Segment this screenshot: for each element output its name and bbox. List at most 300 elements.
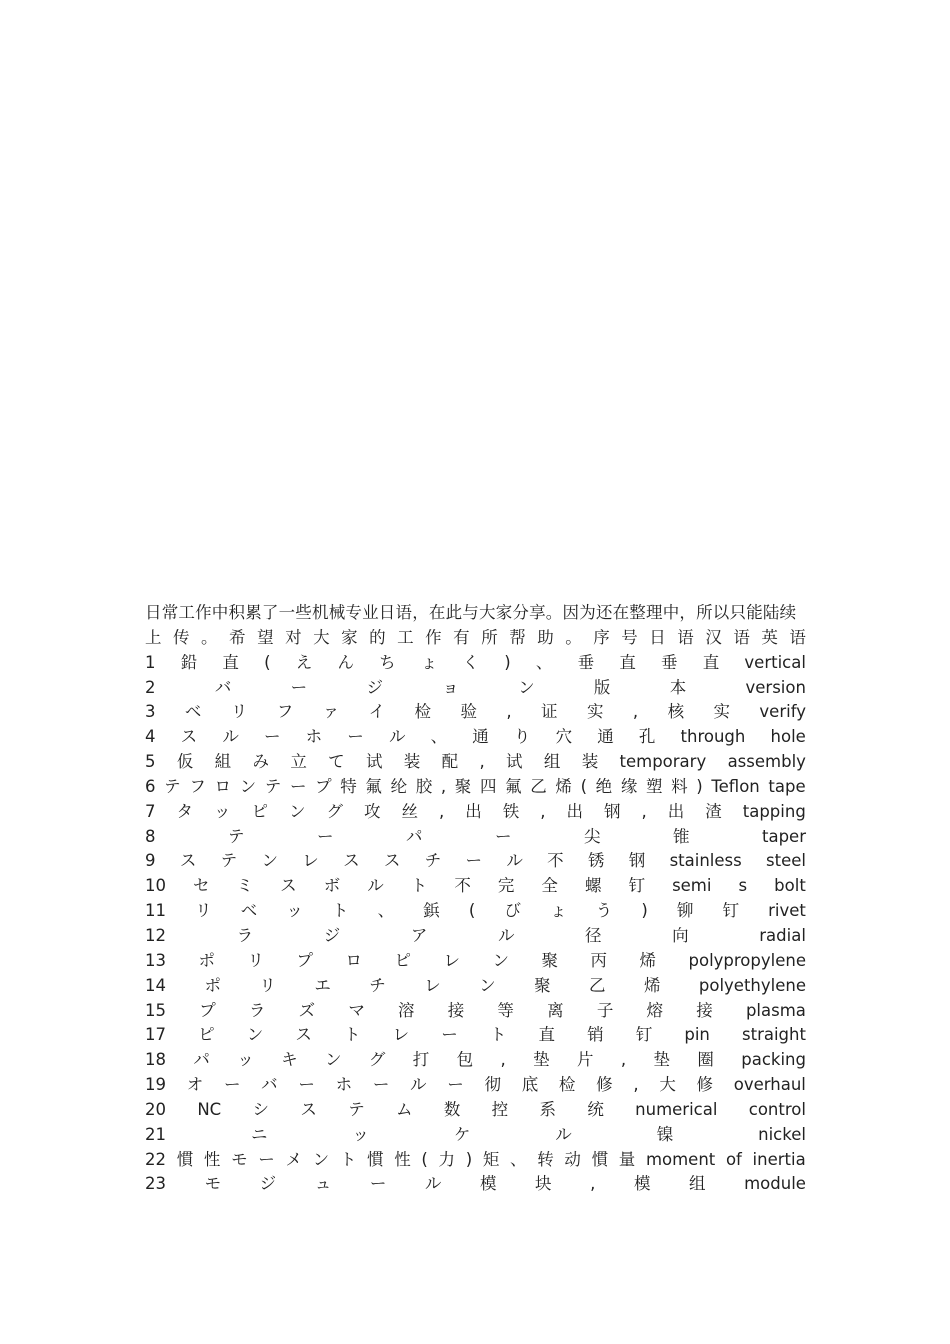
glossary-token: 模 bbox=[479, 1174, 497, 1194]
glossary-token: ( bbox=[421, 1149, 428, 1169]
glossary-token: キ bbox=[281, 1050, 298, 1070]
glossary-token: チ bbox=[424, 851, 442, 871]
glossary-row bbox=[145, 700, 806, 725]
glossary-token: 组 bbox=[543, 752, 561, 772]
glossary-token: , bbox=[632, 702, 639, 722]
glossary-token: 孔 bbox=[638, 727, 656, 747]
glossary-token: レ bbox=[443, 950, 460, 970]
glossary-token: 出 bbox=[667, 801, 685, 821]
glossary-token: 鉛 bbox=[180, 652, 198, 672]
glossary-row bbox=[145, 800, 806, 825]
glossary-token: 镍 bbox=[656, 1124, 674, 1144]
glossary-token: モ bbox=[231, 1149, 248, 1169]
glossary-token: 烯 bbox=[639, 950, 656, 970]
glossary-token: 8 bbox=[145, 826, 156, 846]
glossary-token: 22 bbox=[145, 1149, 166, 1169]
glossary-row bbox=[145, 1148, 806, 1173]
glossary-token: module bbox=[744, 1174, 806, 1194]
glossary-token: 号 bbox=[621, 627, 638, 647]
glossary-token: assembly bbox=[727, 752, 806, 772]
glossary-row bbox=[145, 676, 806, 701]
glossary-token: 模 bbox=[633, 1174, 651, 1194]
glossary-token: ( bbox=[468, 901, 476, 921]
glossary-token: ポ bbox=[198, 950, 215, 970]
glossary-token: 实 bbox=[586, 702, 604, 722]
glossary-token: 传 bbox=[173, 627, 190, 647]
glossary-token: 接 bbox=[447, 1000, 465, 1020]
glossary-token: シ bbox=[252, 1099, 270, 1119]
glossary-token: ) bbox=[641, 901, 648, 921]
glossary-token: polyethylene bbox=[698, 975, 806, 995]
glossary-token: テ bbox=[228, 826, 245, 846]
glossary-token: moment bbox=[645, 1149, 716, 1169]
glossary-token: ピ bbox=[251, 801, 268, 821]
glossary-row bbox=[145, 949, 806, 974]
glossary-token: 垫 bbox=[653, 1050, 670, 1070]
glossary-token: 直 bbox=[702, 652, 720, 672]
glossary-token: overhaul bbox=[733, 1075, 806, 1095]
glossary-token: nickel bbox=[758, 1124, 806, 1144]
glossary-token: ス bbox=[383, 851, 401, 871]
glossary-token: , bbox=[633, 1075, 639, 1095]
glossary-token: 。 bbox=[565, 627, 582, 647]
glossary-token: 穴 bbox=[555, 727, 573, 747]
glossary-token: 通 bbox=[597, 727, 614, 747]
glossary-token: 、 bbox=[430, 727, 448, 747]
glossary-token: ッ bbox=[237, 1050, 254, 1070]
glossary-token: 帮 bbox=[509, 627, 526, 647]
glossary-token: 13 bbox=[145, 950, 166, 970]
glossary-token: ス bbox=[179, 851, 197, 871]
glossary-row bbox=[145, 899, 806, 924]
glossary-token: , bbox=[540, 801, 546, 821]
glossary-token: plasma bbox=[745, 1000, 806, 1020]
glossary-token: 语 bbox=[789, 627, 806, 647]
glossary-token: 聚 bbox=[541, 950, 558, 970]
glossary-token: 大 bbox=[659, 1075, 676, 1095]
glossary-token: 本 bbox=[669, 677, 687, 697]
glossary-row bbox=[145, 825, 806, 850]
glossary-token: 钢 bbox=[628, 851, 646, 871]
glossary-token: タ bbox=[176, 801, 193, 821]
glossary-token: ー bbox=[298, 1075, 315, 1095]
glossary-token: 組 bbox=[214, 752, 232, 772]
glossary-token: リ bbox=[247, 950, 264, 970]
glossary-token: 钉 bbox=[722, 901, 739, 921]
glossary-token: ラ bbox=[236, 925, 254, 945]
glossary-token: ン bbox=[492, 950, 509, 970]
glossary-token: 20 bbox=[145, 1099, 166, 1119]
glossary-token: 核 bbox=[667, 702, 685, 722]
glossary-token: ズ bbox=[298, 1000, 316, 1020]
glossary-token: ル bbox=[222, 727, 239, 747]
glossary-row bbox=[145, 874, 806, 899]
glossary-token: ) bbox=[504, 652, 511, 672]
glossary-token: 23 bbox=[145, 1174, 166, 1194]
glossary-token: 助 bbox=[537, 627, 554, 647]
glossary-token: 绝 bbox=[595, 776, 613, 796]
glossary-token: ン bbox=[289, 801, 306, 821]
glossary-token: テ bbox=[348, 1099, 365, 1119]
glossary-token: 全 bbox=[541, 876, 558, 896]
glossary-token: ル bbox=[506, 851, 523, 871]
glossary-token: 聚 bbox=[534, 975, 551, 995]
glossary-token: 特 bbox=[340, 776, 357, 796]
glossary-token: チ bbox=[369, 975, 386, 995]
glossary-token: , bbox=[641, 801, 647, 821]
glossary-token: 试 bbox=[506, 752, 523, 772]
glossary-token: 锥 bbox=[673, 826, 690, 846]
glossary-token: プ bbox=[315, 776, 332, 796]
glossary-token: vertical bbox=[744, 652, 806, 672]
glossary-token: レ bbox=[302, 851, 319, 871]
glossary-token: ケ bbox=[453, 1124, 471, 1144]
glossary-token: ニ bbox=[250, 1124, 268, 1144]
glossary-token: 直 bbox=[538, 1025, 555, 1045]
glossary-token: バ bbox=[261, 1075, 278, 1095]
glossary-token: tape bbox=[768, 776, 806, 796]
glossary-token: 纶 bbox=[390, 776, 408, 796]
glossary-token: , bbox=[479, 752, 485, 772]
glossary-token: 打 bbox=[412, 1050, 430, 1070]
glossary-token: ー bbox=[258, 1149, 275, 1169]
glossary-token: 铆 bbox=[676, 901, 694, 921]
glossary-token: セ bbox=[193, 876, 210, 896]
document-body bbox=[145, 601, 806, 1197]
glossary-token: 实 bbox=[713, 702, 730, 722]
glossary-token: Teflon bbox=[711, 776, 760, 796]
glossary-token: ス bbox=[300, 1099, 317, 1119]
glossary-token: ト bbox=[410, 876, 428, 896]
glossary-token: 丙 bbox=[590, 950, 607, 970]
glossary-token: 19 bbox=[145, 1075, 166, 1095]
glossary-token: ー bbox=[495, 826, 512, 846]
glossary-token: 10 bbox=[145, 876, 166, 896]
glossary-token: グ bbox=[368, 1050, 386, 1070]
glossary-token: ー bbox=[447, 1075, 464, 1095]
glossary-token: version bbox=[745, 677, 806, 697]
glossary-token: ー bbox=[223, 1075, 241, 1095]
glossary-token: ッ bbox=[286, 901, 303, 921]
glossary-token: プ bbox=[199, 1000, 216, 1020]
glossary-token: 日 bbox=[649, 627, 666, 647]
glossary-token: , bbox=[590, 1174, 596, 1194]
glossary-token: ホ bbox=[305, 727, 323, 747]
glossary-token: 出 bbox=[465, 801, 482, 821]
glossary-token: ー bbox=[465, 851, 482, 871]
glossary-token: リ bbox=[230, 702, 248, 722]
glossary-token: 配 bbox=[441, 752, 459, 772]
glossary-token: 接 bbox=[696, 1000, 713, 1020]
glossary-row bbox=[145, 924, 806, 949]
glossary-row bbox=[145, 849, 806, 874]
glossary-token: ル bbox=[497, 925, 515, 945]
glossary-row bbox=[145, 775, 806, 800]
glossary-token: 向 bbox=[672, 925, 689, 945]
glossary-token: 胶 bbox=[415, 776, 433, 796]
glossary-token: ( bbox=[264, 652, 271, 672]
glossary-token: polypropylene bbox=[688, 950, 806, 970]
glossary-token: 5 bbox=[145, 752, 156, 772]
glossary-token: 钉 bbox=[628, 876, 646, 896]
glossary-token: ン bbox=[261, 851, 278, 871]
glossary-token: 四 bbox=[479, 776, 497, 796]
glossary-token: テ bbox=[164, 776, 181, 796]
glossary-token: s bbox=[738, 876, 748, 896]
glossary-row bbox=[145, 974, 806, 999]
glossary-token: rivet bbox=[768, 901, 806, 921]
glossary-token: ょ bbox=[420, 652, 438, 672]
glossary-token: 矩 bbox=[482, 1149, 500, 1169]
glossary-token: 所 bbox=[481, 627, 498, 647]
glossary-token: ル bbox=[555, 1124, 572, 1144]
glossary-token: テ bbox=[264, 776, 282, 796]
glossary-token: 离 bbox=[547, 1000, 564, 1020]
glossary-token: tapping bbox=[742, 801, 806, 821]
glossary-token: 包 bbox=[456, 1050, 474, 1070]
glossary-token: 聚 bbox=[454, 776, 472, 796]
glossary-token: ス bbox=[180, 727, 198, 747]
glossary-token: 组 bbox=[689, 1174, 706, 1194]
glossary-token: 家 bbox=[341, 627, 358, 647]
glossary-token: ん bbox=[337, 652, 354, 672]
glossary-token: through bbox=[680, 727, 746, 747]
glossary-token: , bbox=[439, 801, 445, 821]
glossary-token: フ bbox=[276, 702, 294, 722]
glossary-token: ッ bbox=[352, 1124, 369, 1144]
glossary-token: グ bbox=[326, 801, 343, 821]
glossary-token: リ bbox=[195, 901, 212, 921]
glossary-token: 圈 bbox=[697, 1050, 714, 1070]
glossary-token: 4 bbox=[145, 727, 156, 747]
glossary-token: 上 bbox=[145, 627, 162, 647]
glossary-token: 7 bbox=[145, 801, 156, 821]
glossary-token: 缘 bbox=[620, 776, 638, 796]
glossary-token: 垂 bbox=[661, 652, 678, 672]
glossary-token: ス bbox=[280, 876, 297, 896]
glossary-token: 1 bbox=[145, 652, 156, 672]
glossary-token: 工 bbox=[397, 627, 414, 647]
glossary-token: ポ bbox=[204, 975, 221, 995]
glossary-token: メ bbox=[285, 1149, 302, 1169]
glossary-token: inertia bbox=[752, 1149, 806, 1169]
glossary-token: 氟 bbox=[505, 776, 522, 796]
glossary-token: , bbox=[440, 776, 447, 796]
glossary-token: 量 bbox=[618, 1149, 636, 1169]
glossary-token: 直 bbox=[222, 652, 239, 672]
glossary-token: 有 bbox=[453, 627, 470, 647]
glossary-token: 检 bbox=[414, 702, 432, 722]
glossary-token: ロ bbox=[345, 950, 362, 970]
glossary-token: 装 bbox=[403, 752, 421, 772]
glossary-token: イ bbox=[368, 702, 386, 722]
glossary-token: バ bbox=[214, 677, 232, 697]
glossary-token: ト bbox=[332, 901, 349, 921]
glossary-token: ち bbox=[379, 652, 396, 672]
glossary-token: 、 bbox=[377, 901, 395, 921]
glossary-token: ー bbox=[441, 1025, 458, 1045]
glossary-token: numerical bbox=[635, 1099, 718, 1119]
glossary-token: 15 bbox=[145, 1000, 166, 1020]
glossary-token: 垂 bbox=[577, 652, 595, 672]
glossary-token: 英 bbox=[761, 627, 778, 647]
glossary-token: 证 bbox=[541, 702, 558, 722]
glossary-token: 渣 bbox=[705, 801, 722, 821]
glossary-token: 径 bbox=[585, 925, 602, 945]
intro-line bbox=[145, 601, 806, 626]
glossary-token: ト bbox=[339, 1149, 357, 1169]
glossary-row bbox=[145, 1048, 806, 1073]
glossary-token: レ bbox=[392, 1025, 410, 1045]
glossary-token: レ bbox=[424, 975, 441, 995]
glossary-token: hole bbox=[770, 727, 806, 747]
glossary-token: , bbox=[620, 1050, 627, 1070]
glossary-token: 仮 bbox=[176, 752, 194, 772]
glossary-token: 希 bbox=[229, 627, 246, 647]
glossary-token: 的 bbox=[369, 627, 386, 647]
glossary-token: verify bbox=[759, 702, 806, 722]
glossary-token: ジ bbox=[323, 925, 341, 945]
glossary-row bbox=[145, 1172, 806, 1197]
glossary-token: 检 bbox=[558, 1075, 576, 1095]
glossary-row bbox=[145, 725, 806, 750]
glossary-token: ル bbox=[367, 876, 384, 896]
glossary-token: 统 bbox=[587, 1099, 604, 1119]
glossary-token: プ bbox=[296, 950, 313, 970]
glossary-token: 版 bbox=[593, 677, 611, 697]
glossary-token: 底 bbox=[521, 1075, 539, 1095]
glossary-token: 乙 bbox=[589, 975, 606, 995]
glossary-token: 钉 bbox=[635, 1025, 653, 1045]
glossary-token: 大 bbox=[313, 627, 330, 647]
glossary-token: ー bbox=[372, 1075, 390, 1095]
glossary-token: オ bbox=[186, 1075, 204, 1095]
glossary-token: 验 bbox=[460, 702, 477, 722]
glossary-token: ) bbox=[696, 776, 703, 796]
glossary-token: 试 bbox=[365, 752, 383, 772]
glossary-row bbox=[145, 1073, 806, 1098]
glossary-token: temporary bbox=[619, 752, 707, 772]
glossary-token: 系 bbox=[539, 1099, 556, 1119]
glossary-token: 力 bbox=[438, 1149, 455, 1169]
intro-text: 日常工作中积累了一些机械专业日语，在此与大家分享。因为还在整理中，所以只能陆续 bbox=[145, 603, 797, 622]
glossary-token: 垫 bbox=[533, 1050, 550, 1070]
glossary-token: 块 bbox=[535, 1174, 552, 1194]
glossary-token: packing bbox=[741, 1050, 806, 1070]
glossary-token: ン bbox=[312, 1149, 330, 1169]
glossary-token: ン bbox=[518, 677, 535, 697]
glossary-token: 溶 bbox=[398, 1000, 415, 1020]
glossary-token: 销 bbox=[587, 1025, 604, 1045]
glossary-token: ジ bbox=[366, 677, 383, 697]
glossary-token: 慣 bbox=[176, 1149, 194, 1169]
glossary-token: 语 bbox=[733, 627, 750, 647]
glossary-token: radial bbox=[759, 925, 806, 945]
glossary-token: ァ bbox=[322, 702, 340, 722]
glossary-token: 丝 bbox=[401, 801, 418, 821]
glossary-token: 直 bbox=[619, 652, 636, 672]
glossary-token: 料 bbox=[671, 776, 688, 796]
glossary-token: 不 bbox=[547, 851, 564, 871]
glossary-token: ベ bbox=[240, 901, 258, 921]
glossary-token: 。 bbox=[201, 627, 218, 647]
glossary-token: 数 bbox=[443, 1099, 461, 1119]
glossary-token: ト bbox=[344, 1025, 361, 1045]
glossary-token: 动 bbox=[564, 1149, 581, 1169]
glossary-token: マ bbox=[348, 1000, 365, 1020]
glossary-token: え bbox=[295, 652, 313, 672]
glossary-token: 17 bbox=[145, 1025, 166, 1045]
glossary-token: ホ bbox=[335, 1075, 353, 1095]
glossary-token: NC bbox=[197, 1099, 222, 1119]
glossary-token: ミ bbox=[236, 876, 254, 896]
glossary-token: ー bbox=[263, 727, 281, 747]
glossary-token: ボ bbox=[323, 876, 341, 896]
glossary-token: 铁 bbox=[502, 801, 520, 821]
glossary-token: 18 bbox=[145, 1050, 166, 1070]
glossary-token: 烯 bbox=[643, 975, 661, 995]
glossary-token: ベ bbox=[184, 702, 202, 722]
glossary-token: ュ bbox=[314, 1174, 332, 1194]
glossary-token: 6 bbox=[145, 776, 156, 796]
glossary-token: straight bbox=[742, 1025, 806, 1045]
glossary-token: 尖 bbox=[584, 826, 601, 846]
glossary-token: 彻 bbox=[484, 1075, 501, 1095]
glossary-token: , bbox=[506, 702, 512, 722]
glossary-token: 慣 bbox=[367, 1149, 384, 1169]
glossary-row bbox=[145, 1098, 806, 1123]
glossary-token: モ bbox=[204, 1174, 222, 1194]
glossary-token: ー bbox=[317, 826, 334, 846]
glossary-row bbox=[145, 1023, 806, 1048]
glossary-token: 控 bbox=[491, 1099, 509, 1119]
glossary-row bbox=[145, 1123, 806, 1148]
glossary-token: 完 bbox=[497, 876, 515, 896]
glossary-token: ョ bbox=[442, 677, 459, 697]
glossary-token: ル bbox=[410, 1075, 427, 1095]
glossary-token: 性 bbox=[394, 1149, 411, 1169]
glossary-token: ト bbox=[489, 1025, 507, 1045]
glossary-token: 、 bbox=[510, 1149, 527, 1169]
glossary-token: リ bbox=[259, 975, 276, 995]
glossary-token: 乙 bbox=[530, 776, 547, 796]
glossary-token: 修 bbox=[596, 1075, 613, 1095]
glossary-token: く bbox=[462, 652, 480, 672]
glossary-token: ン bbox=[246, 1025, 264, 1045]
glossary-token: semi bbox=[672, 876, 712, 896]
glossary-token: 2 bbox=[145, 677, 156, 697]
glossary-token: ー bbox=[347, 727, 364, 747]
glossary-token: ー bbox=[289, 776, 307, 796]
glossary-token: 氟 bbox=[365, 776, 382, 796]
glossary-token: ー bbox=[290, 677, 308, 697]
glossary-token: 9 bbox=[145, 851, 156, 871]
glossary-token: ロ bbox=[214, 776, 231, 796]
glossary-token: ピ bbox=[394, 950, 411, 970]
glossary-token: ム bbox=[396, 1099, 413, 1119]
glossary-token: ス bbox=[343, 851, 360, 871]
glossary-row bbox=[145, 999, 806, 1024]
glossary-token: 对 bbox=[285, 627, 302, 647]
glossary-token: パ bbox=[406, 826, 423, 846]
glossary-token: 21 bbox=[145, 1124, 166, 1144]
intro-continuation-line bbox=[145, 626, 806, 651]
glossary-token: ょ bbox=[550, 901, 567, 921]
glossary-token: 装 bbox=[581, 752, 599, 772]
glossary-token: 、 bbox=[535, 652, 553, 672]
glossary-token: 螺 bbox=[584, 876, 602, 896]
glossary-token: 慣 bbox=[591, 1149, 609, 1169]
